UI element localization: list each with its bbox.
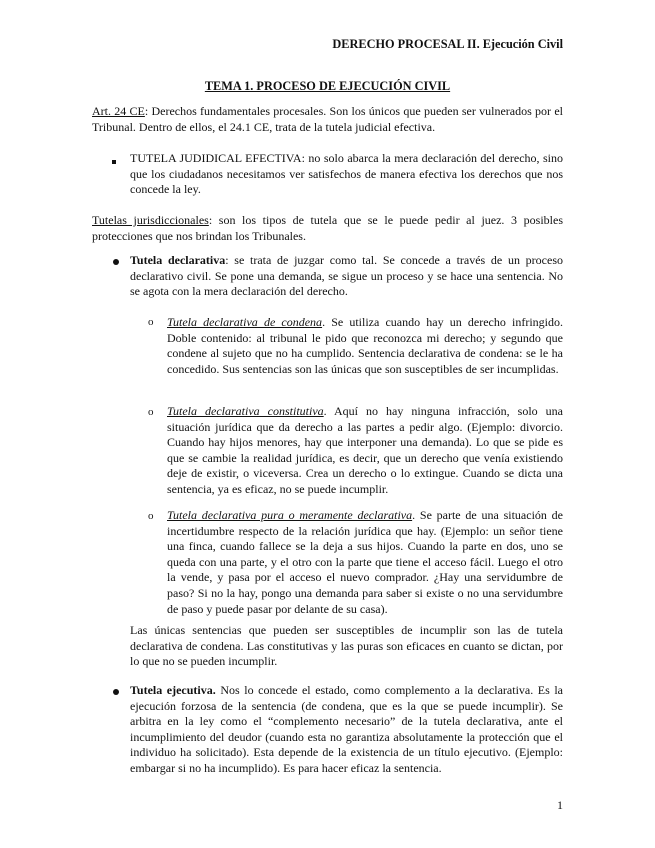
page-title: TEMA 1. PROCESO DE EJECUCIÓN CIVIL (204, 79, 451, 93)
sub-item-condena (167, 315, 563, 377)
sub-item-pura (167, 508, 563, 617)
circle-bullet-icon: o (148, 406, 154, 418)
sub-item-text: . Se utiliza cuando hay un derecho infringido. Doble contenido: al tribunal le pido que reconozca mi derecho; y segundo que condene al sujeto que no ha cumplido. Sentencia declarativa de condena: se le ha concedido. Sus sentencias son las únicas que son susceptibles de ser incumplidas. (167, 315, 563, 376)
ejecutiva-item (130, 683, 563, 777)
sub-item-label: Tutela declarativa constitutiva (167, 404, 324, 418)
running-header: DERECHO PROCESAL II. Ejecución Civil (332, 37, 563, 51)
sub-item-constitutiva (167, 404, 563, 498)
declarativa-item (130, 253, 563, 300)
declarativa-text: : se trata de juzgar como tal. Se concede a través de un proceso declarativo civil. Se pone una demanda, se sigue un proceso y se hace una sentencia. No se agota con la mera declaración del derecho. (130, 253, 563, 299)
circle-bullet-icon: o (148, 510, 154, 522)
intro-text: : Derechos fundamentales procesales. Son los únicos que pueden ser vulnerados por el Tribunal. Dentro de ellos, el 24.1 CE, trata de la tutela judicial efectiva. (92, 104, 563, 134)
tutelas-label: Tutelas jurisdiccionales (92, 213, 209, 227)
tutelas-text: : son los tipos de tutela que se le puede pedir al juez. 3 posibles protecciones que nos brindan los Tribunales. (92, 213, 563, 243)
sub-item-label: Tutela declarativa pura o meramente declarativa (167, 508, 413, 522)
round-bullet-icon (113, 259, 119, 265)
declarativa-label: Tutela declarativa (130, 253, 226, 267)
square-bullet-icon (112, 160, 116, 164)
ejecutiva-text: Nos lo concede el estado, como complemento a la declarativa. Es la ejecución forzosa de la sentencia (de condena, que es la que se puede incumplir). Se arbitra en la ley como el “complemento necesario” de la tutela declarativa, ante el incumplimiento del deudor (cuando esta no garantiza absolutamente la protección que el individuo ha solicitado). Esta depende de la existencia de un título ejecutivo. (Ejemplo: embargar si no ha incumplido). Es para hacer eficaz la sentencia. (130, 683, 564, 775)
intro-paragraph (92, 104, 563, 135)
article-reference: Art. 24 CE (92, 104, 145, 118)
tutelas-paragraph (92, 213, 563, 244)
sub-item-text: . Aquí no hay ninguna infracción, solo una situación jurídica que da derecho a las partes a pedir algo. (Ejemplo: divorcio. Cuando hay hijos menores, hay que interponer una demanda). Lo que se pide es que se cambie la realidad jurídica, es decir, que un derecho que venía existiendo deje de existir, o viceversa. Crea un derecho o lo extingue. Cuando se dicta una sentencia, ya es eficaz, no se puede incumplir. (167, 404, 564, 496)
round-bullet-icon (113, 689, 119, 695)
ejecutiva-label: Tutela ejecutiva. (130, 683, 216, 697)
bullet-tutela-judicial: TUTELA JUDIDICAL EFECTIVA: no solo abarca la mera declaración del derecho, sino que los ciudadanos necesitamos ver satisfechos de manera efectiva los derechos que nos concede la ley. (130, 151, 563, 197)
page-number: 1 (557, 798, 563, 813)
sentencias-paragraph: Las únicas sentencias que pueden ser susceptibles de incumplir son las de tutela declarativa de condena. Las constitutivas y las puras son eficaces en cuanto se dictan, por lo que no se pueden incumplir. (130, 623, 563, 669)
sub-item-text: . Se parte de una situación de incertidumbre respecto de la relación jurídica que hay. (Ejemplo: un señor tiene una finca, cuando fallece se la deja a sus hijos. Cuando la parte en dos, uno se queda con una parte, y el otro con la parte que tiene el acceso fácil. Luego el otro la vende, y pasa por el acceso el nuevo comprador. ¿Hay una servidumbre de paso? Si no la hay, pongo una demanda para saber si existe o no una servidumbre de paso y puede pasar por delante de su casa). (167, 508, 563, 616)
sub-item-label: Tutela declarativa de condena (167, 315, 323, 329)
circle-bullet-icon: o (148, 316, 154, 328)
